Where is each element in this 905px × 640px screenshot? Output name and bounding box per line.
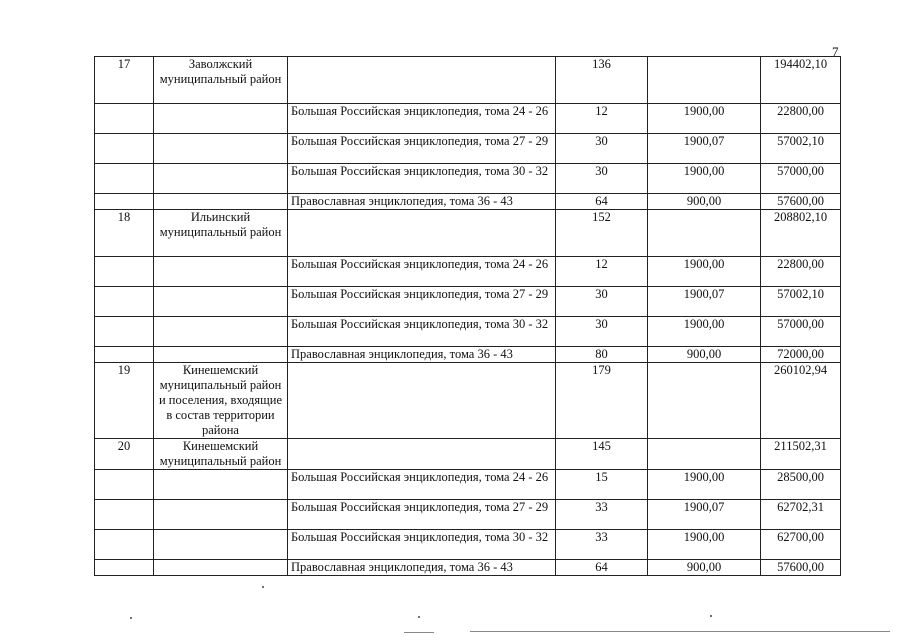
table-row xyxy=(95,560,841,576)
quantity-cell: 12 xyxy=(556,104,648,134)
table-row xyxy=(95,164,841,194)
district-name-cell xyxy=(154,104,288,134)
scan-line xyxy=(404,632,434,633)
scan-speck xyxy=(418,616,420,618)
table-row xyxy=(95,257,841,287)
unit-price-cell xyxy=(648,210,761,257)
table-row xyxy=(95,57,841,104)
total-sum-cell: 194402,10 xyxy=(761,57,841,104)
total-sum-cell: 57600,00 xyxy=(761,194,841,210)
scan-speck xyxy=(262,586,264,588)
edition-title-cell: Большая Российская энциклопедия, тома 27 - 29 xyxy=(288,500,556,530)
total-sum-cell: 28500,00 xyxy=(761,470,841,500)
row-number-cell: 20 xyxy=(95,439,154,470)
total-sum-cell: 57000,00 xyxy=(761,164,841,194)
district-name-cell xyxy=(154,530,288,560)
district-name-cell xyxy=(154,194,288,210)
row-number-cell: 17 xyxy=(95,57,154,104)
scan-speck xyxy=(130,617,132,619)
district-name-cell xyxy=(154,164,288,194)
row-number-cell xyxy=(95,164,154,194)
unit-price-cell xyxy=(648,57,761,104)
unit-price-cell: 1900,07 xyxy=(648,287,761,317)
edition-title-cell: Большая Российская энциклопедия, тома 24 - 26 xyxy=(288,470,556,500)
row-number-cell xyxy=(95,134,154,164)
row-number-cell: 18 xyxy=(95,210,154,257)
row-number-cell xyxy=(95,530,154,560)
district-name-cell: Кинешемский муниципальный район и поселения, входящие в состав территории района xyxy=(154,363,288,439)
district-name-cell: Заволжский муниципальный район xyxy=(154,57,288,104)
district-name-cell xyxy=(154,470,288,500)
edition-title-cell xyxy=(288,439,556,470)
table-row xyxy=(95,104,841,134)
table-row xyxy=(95,363,841,439)
row-number-cell xyxy=(95,347,154,363)
district-name-cell xyxy=(154,317,288,347)
district-name-cell xyxy=(154,560,288,576)
total-sum-cell: 57002,10 xyxy=(761,134,841,164)
edition-title-cell xyxy=(288,363,556,439)
unit-price-cell: 1900,00 xyxy=(648,470,761,500)
row-number-cell xyxy=(95,287,154,317)
district-name-cell xyxy=(154,500,288,530)
table-row xyxy=(95,347,841,363)
unit-price-cell xyxy=(648,439,761,470)
edition-title-cell: Большая Российская энциклопедия, тома 27 - 29 xyxy=(288,287,556,317)
row-number-cell xyxy=(95,560,154,576)
total-sum-cell: 62702,31 xyxy=(761,500,841,530)
district-name-cell: Ильинский муниципальный район xyxy=(154,210,288,257)
unit-price-cell: 1900,00 xyxy=(648,164,761,194)
quantity-cell: 179 xyxy=(556,363,648,439)
total-sum-cell: 22800,00 xyxy=(761,104,841,134)
edition-title-cell: Большая Российская энциклопедия, тома 30 - 32 xyxy=(288,164,556,194)
total-sum-cell: 22800,00 xyxy=(761,257,841,287)
quantity-cell: 30 xyxy=(556,134,648,164)
table-row xyxy=(95,500,841,530)
total-sum-cell: 57002,10 xyxy=(761,287,841,317)
total-sum-cell: 57000,00 xyxy=(761,317,841,347)
unit-price-cell: 1900,00 xyxy=(648,317,761,347)
scan-line xyxy=(470,631,890,632)
unit-price-cell: 1900,07 xyxy=(648,500,761,530)
unit-price-cell: 900,00 xyxy=(648,560,761,576)
quantity-cell: 33 xyxy=(556,500,648,530)
quantity-cell: 136 xyxy=(556,57,648,104)
unit-price-cell xyxy=(648,363,761,439)
table-row xyxy=(95,530,841,560)
edition-title-cell: Православная энциклопедия, тома 36 - 43 xyxy=(288,194,556,210)
district-name-cell xyxy=(154,347,288,363)
table-row xyxy=(95,134,841,164)
edition-title-cell: Большая Российская энциклопедия, тома 30 - 32 xyxy=(288,317,556,347)
unit-price-cell: 900,00 xyxy=(648,347,761,363)
edition-title-cell: Православная энциклопедия, тома 36 - 43 xyxy=(288,560,556,576)
quantity-cell: 30 xyxy=(556,164,648,194)
unit-price-cell: 1900,00 xyxy=(648,257,761,287)
row-number-cell xyxy=(95,257,154,287)
unit-price-cell: 1900,07 xyxy=(648,134,761,164)
unit-price-cell: 1900,00 xyxy=(648,104,761,134)
quantity-cell: 33 xyxy=(556,530,648,560)
edition-title-cell: Большая Российская энциклопедия, тома 24 - 26 xyxy=(288,257,556,287)
row-number-cell: 19 xyxy=(95,363,154,439)
quantity-cell: 80 xyxy=(556,347,648,363)
distribution-table xyxy=(94,56,841,576)
row-number-cell xyxy=(95,194,154,210)
table-row xyxy=(95,470,841,500)
total-sum-cell: 62700,00 xyxy=(761,530,841,560)
table-row xyxy=(95,194,841,210)
table-row xyxy=(95,439,841,470)
row-number-cell xyxy=(95,317,154,347)
total-sum-cell: 72000,00 xyxy=(761,347,841,363)
quantity-cell: 64 xyxy=(556,194,648,210)
quantity-cell: 12 xyxy=(556,257,648,287)
row-number-cell xyxy=(95,104,154,134)
quantity-cell: 145 xyxy=(556,439,648,470)
district-name-cell: Кинешемский муниципальный район xyxy=(154,439,288,470)
total-sum-cell: 211502,31 xyxy=(761,439,841,470)
district-name-cell xyxy=(154,287,288,317)
edition-title-cell: Большая Российская энциклопедия, тома 27 - 29 xyxy=(288,134,556,164)
edition-title-cell xyxy=(288,210,556,257)
total-sum-cell: 260102,94 xyxy=(761,363,841,439)
edition-title-cell: Православная энциклопедия, тома 36 - 43 xyxy=(288,347,556,363)
quantity-cell: 152 xyxy=(556,210,648,257)
row-number-cell xyxy=(95,500,154,530)
row-number-cell xyxy=(95,470,154,500)
scan-speck xyxy=(710,615,712,617)
unit-price-cell: 1900,00 xyxy=(648,530,761,560)
edition-title-cell: Большая Российская энциклопедия, тома 30 - 32 xyxy=(288,530,556,560)
unit-price-cell: 900,00 xyxy=(648,194,761,210)
district-name-cell xyxy=(154,257,288,287)
edition-title-cell: Большая Российская энциклопедия, тома 24 - 26 xyxy=(288,104,556,134)
quantity-cell: 30 xyxy=(556,317,648,347)
table-row xyxy=(95,210,841,257)
table-row xyxy=(95,287,841,317)
quantity-cell: 30 xyxy=(556,287,648,317)
district-name-cell xyxy=(154,134,288,164)
total-sum-cell: 57600,00 xyxy=(761,560,841,576)
table-row xyxy=(95,317,841,347)
total-sum-cell: 208802,10 xyxy=(761,210,841,257)
edition-title-cell xyxy=(288,57,556,104)
quantity-cell: 64 xyxy=(556,560,648,576)
quantity-cell: 15 xyxy=(556,470,648,500)
page-number: 7 xyxy=(832,44,839,59)
